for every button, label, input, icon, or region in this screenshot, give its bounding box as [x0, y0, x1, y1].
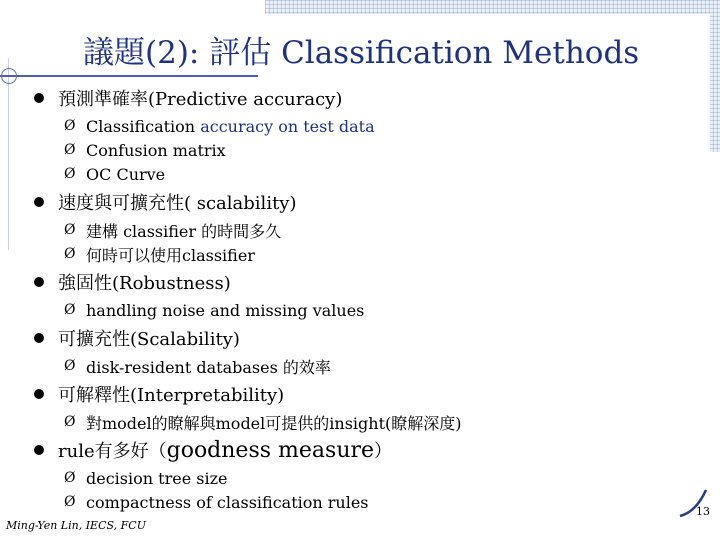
decorative-circle-icon [1, 68, 17, 84]
sub-bullet-text: 對model的瞭解與model可提供的insight(瞭解深度) [86, 413, 462, 433]
sub-bullet-text: decision tree size [86, 468, 228, 488]
bullet-dot-icon [34, 93, 44, 103]
bullet-item [34, 378, 694, 410]
arrow-bullet-icon: Ø [64, 302, 76, 318]
title-underline [0, 75, 258, 77]
sub-bullet-text: 建構 classifier 的時間多久 [86, 221, 282, 241]
bullet-text: 速度與可擴充性( scalability) [58, 193, 297, 214]
bullet-dot-icon [34, 333, 44, 343]
sub-bullet-item [64, 490, 694, 514]
sub-bullet-text: OC Curve [86, 164, 166, 184]
sub-bullet-item [64, 242, 694, 266]
bullet-dot-icon [34, 445, 44, 455]
bullet-dot-icon [34, 197, 44, 207]
sub-bullet-item [64, 218, 694, 242]
sub-bullet-text: Confusion matrix [86, 140, 226, 160]
bullet-text: 預測準確率(Predictive accuracy) [58, 89, 343, 110]
bullet-item [34, 434, 694, 466]
sub-bullet-item [64, 410, 694, 434]
sub-bullet-item [64, 298, 694, 322]
arrow-bullet-icon: Ø [64, 142, 76, 158]
sub-bullet-text: Classification accuracy on test data [86, 116, 375, 136]
decorative-vertical-line [8, 58, 9, 250]
slide-number: 13 [696, 505, 710, 518]
arrow-bullet-icon: Ø [64, 166, 76, 182]
footer-author: Ming-Yen Lin, IECS, FCU [6, 519, 146, 532]
arrow-bullet-icon: Ø [64, 358, 76, 374]
arrow-bullet-icon: Ø [64, 414, 76, 430]
sub-bullet-text: disk-resident databases 的效率 [86, 357, 331, 377]
sub-bullet-item [64, 162, 694, 186]
arrow-bullet-icon: Ø [64, 246, 76, 262]
sub-bullet-item [64, 354, 694, 378]
bullet-text: 強固性(Robustness) [58, 273, 231, 294]
sub-bullet-text: compactness of classification rules [86, 492, 369, 512]
bullet-item [34, 322, 694, 354]
arrow-bullet-icon: Ø [64, 494, 76, 510]
bullet-text: 可解釋性(Interpretability) [58, 385, 285, 406]
bullet-item [34, 186, 694, 218]
sub-bullet-text: 何時可以使用classifier [86, 245, 255, 265]
sub-bullet-item [64, 466, 694, 490]
bullet-item [34, 82, 694, 114]
bullet-dot-icon [34, 277, 44, 287]
arrow-bullet-icon: Ø [64, 470, 76, 486]
bullet-text: rule有多好（goodness measure） [58, 438, 393, 463]
bullet-item [34, 266, 694, 298]
bullet-text: 可擴充性(Scalability) [58, 329, 240, 350]
arrow-bullet-icon: Ø [64, 222, 76, 238]
arrow-bullet-icon: Ø [64, 118, 76, 134]
sub-bullet-text: handling noise and missing values [86, 300, 365, 320]
bullet-dot-icon [34, 389, 44, 399]
slide-title: 議題(2): 評估 Classification Methods [83, 35, 640, 71]
sub-bullet-item [64, 114, 694, 138]
sub-bullet-item [64, 138, 694, 162]
slide-content [34, 82, 694, 514]
